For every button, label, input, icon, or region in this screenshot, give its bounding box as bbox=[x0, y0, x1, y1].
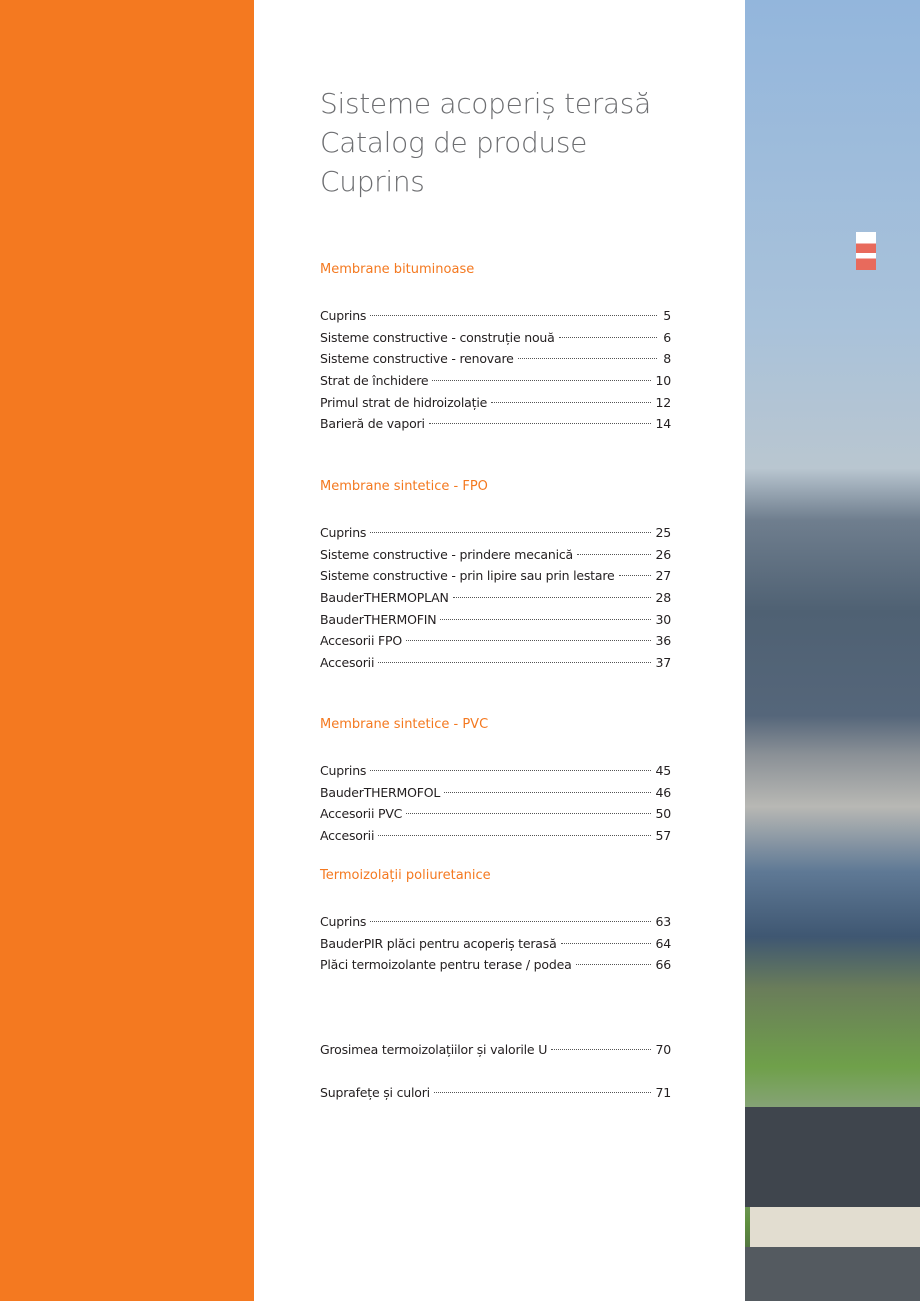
road bbox=[745, 1247, 920, 1301]
dot-leader bbox=[378, 835, 651, 836]
section-heading: Membrane sintetice - FPO bbox=[320, 479, 488, 494]
entry-label: Cuprins bbox=[320, 525, 367, 540]
toc-entry[interactable] bbox=[320, 933, 671, 955]
dot-leader bbox=[561, 943, 652, 944]
page-number: 63 bbox=[655, 914, 671, 929]
title-line: Catalog de produse bbox=[320, 126, 588, 159]
page-number: 28 bbox=[655, 590, 671, 606]
page-title bbox=[320, 84, 651, 201]
toc-section bbox=[320, 1082, 671, 1104]
harbor-photo bbox=[745, 0, 920, 1301]
entry-label: Strat de închidere bbox=[320, 373, 429, 389]
page-number: 27 bbox=[655, 568, 671, 584]
toc-entry[interactable] bbox=[320, 911, 671, 933]
dot-leader bbox=[370, 770, 651, 771]
page-number: 36 bbox=[655, 633, 671, 649]
dot-leader bbox=[432, 380, 651, 381]
toc-entry[interactable] bbox=[320, 392, 671, 414]
page-number: 45 bbox=[655, 763, 671, 778]
dot-leader bbox=[434, 1092, 652, 1093]
toc-entry[interactable] bbox=[320, 825, 671, 847]
entry-label: BauderTHERMOFOL bbox=[320, 784, 441, 800]
toc-section bbox=[320, 717, 671, 847]
page-number: 26 bbox=[655, 546, 671, 562]
page-number: 6 bbox=[663, 329, 671, 345]
dot-leader bbox=[551, 1049, 651, 1050]
entry-label: Barieră de vapori bbox=[320, 416, 425, 432]
toc-entry[interactable] bbox=[320, 587, 671, 609]
entry-label: Primul strat de hidroizolație bbox=[320, 394, 488, 410]
toc-entry[interactable] bbox=[320, 782, 671, 804]
page-number: 12 bbox=[655, 394, 671, 410]
lighthouse bbox=[856, 232, 876, 270]
roof bbox=[745, 1107, 920, 1207]
entry-label: BauderTHERMOFIN bbox=[320, 611, 437, 627]
entry-label: Suprafețe și culori bbox=[320, 1085, 430, 1100]
page-number: 8 bbox=[663, 351, 671, 367]
entry-label: Accesorii bbox=[320, 828, 375, 844]
orange-side-band bbox=[0, 0, 254, 1301]
entry-label: Accesorii FPO bbox=[320, 633, 402, 649]
dot-leader bbox=[453, 597, 652, 598]
entry-label: Cuprins bbox=[320, 763, 367, 778]
toc-entry[interactable] bbox=[320, 803, 671, 825]
toc-entry[interactable] bbox=[320, 1082, 671, 1104]
entry-label: Plăci termoizolante pentru terase / podea bbox=[320, 957, 572, 973]
entry-label: Cuprins bbox=[320, 914, 367, 929]
page-number: 5 bbox=[663, 308, 671, 323]
toc-entry[interactable] bbox=[320, 565, 671, 587]
dot-leader bbox=[440, 619, 651, 620]
toc-section bbox=[320, 479, 671, 674]
entry-label: BauderPIR plăci pentru acoperiș terasă bbox=[320, 935, 557, 951]
dot-leader bbox=[370, 315, 657, 316]
toc-section bbox=[320, 262, 671, 435]
toc-entry[interactable] bbox=[320, 1039, 671, 1061]
entry-label: BauderTHERMOPLAN bbox=[320, 590, 449, 606]
dot-leader bbox=[518, 358, 657, 359]
section-heading: Membrane bituminoase bbox=[320, 262, 475, 277]
page-number: 46 bbox=[655, 784, 671, 800]
toc-entry[interactable] bbox=[320, 522, 671, 544]
toc-entry[interactable] bbox=[320, 348, 671, 370]
page-number: 25 bbox=[655, 525, 671, 540]
page-number: 30 bbox=[655, 611, 671, 627]
page-number: 37 bbox=[655, 655, 671, 671]
page-number: 57 bbox=[655, 828, 671, 844]
entry-label: Grosimea termoizolațiilor și valorile U bbox=[320, 1042, 548, 1057]
toc-entry[interactable] bbox=[320, 305, 671, 327]
section-heading: Termoizolații poliuretanice bbox=[320, 868, 491, 883]
toc-entry[interactable] bbox=[320, 413, 671, 435]
dot-leader bbox=[370, 921, 651, 922]
page-number: 50 bbox=[655, 806, 671, 822]
dot-leader bbox=[444, 792, 651, 793]
entry-label: Accesorii bbox=[320, 655, 375, 671]
entry-label: Sisteme constructive - prindere mecanică bbox=[320, 546, 574, 562]
entry-label: Cuprins bbox=[320, 308, 367, 323]
toc-entry[interactable] bbox=[320, 652, 671, 674]
dot-leader bbox=[406, 640, 652, 641]
toc-entry[interactable] bbox=[320, 760, 671, 782]
page-number: 10 bbox=[655, 373, 671, 389]
dot-leader bbox=[429, 423, 652, 424]
title-line: Cuprins bbox=[320, 165, 425, 198]
dot-leader bbox=[406, 813, 651, 814]
wall bbox=[750, 1207, 920, 1247]
dot-leader bbox=[619, 575, 652, 576]
toc-entry[interactable] bbox=[320, 630, 671, 652]
toc-entry[interactable] bbox=[320, 544, 671, 566]
dot-leader bbox=[370, 532, 651, 533]
dot-leader bbox=[378, 662, 651, 663]
entry-label: Sisteme constructive - prin lipire sau prin lestare bbox=[320, 568, 615, 584]
toc-entry[interactable] bbox=[320, 327, 671, 349]
page-number: 64 bbox=[655, 935, 671, 951]
section-heading: Membrane sintetice - PVC bbox=[320, 717, 489, 732]
toc-entry[interactable] bbox=[320, 370, 671, 392]
dot-leader bbox=[577, 554, 651, 555]
page-number: 66 bbox=[655, 957, 671, 973]
entry-label: Sisteme constructive - renovare bbox=[320, 351, 514, 367]
toc-section bbox=[320, 868, 671, 976]
entry-label: Sisteme constructive - construție nouă bbox=[320, 329, 555, 345]
toc-section bbox=[320, 1039, 671, 1061]
page-number: 14 bbox=[655, 416, 671, 432]
page-number: 71 bbox=[655, 1085, 671, 1100]
toc-entry[interactable] bbox=[320, 954, 671, 976]
dot-leader bbox=[576, 964, 652, 965]
dot-leader bbox=[559, 337, 657, 338]
toc-entry[interactable] bbox=[320, 609, 671, 631]
dot-leader bbox=[491, 402, 651, 403]
entry-label: Accesorii PVC bbox=[320, 806, 403, 822]
title-line: Sisteme acoperiș terasă bbox=[320, 87, 651, 120]
page-number: 70 bbox=[655, 1042, 671, 1057]
